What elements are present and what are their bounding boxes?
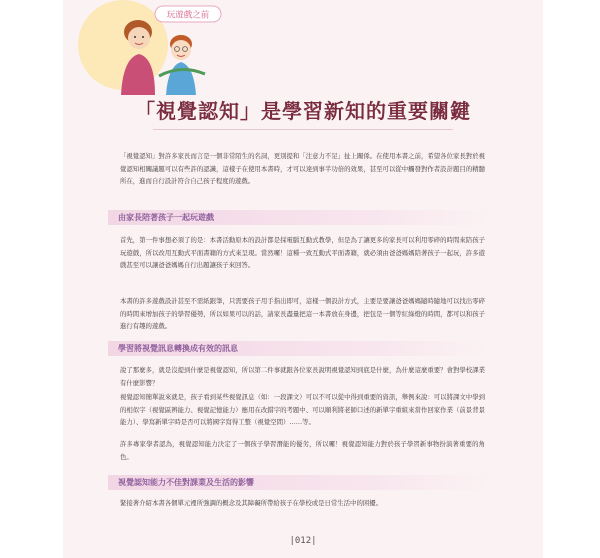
title-underline xyxy=(153,129,453,130)
section-heading-1: 由家長陪著孩子一起玩遊戲 xyxy=(108,210,488,225)
sun-circle xyxy=(78,0,168,90)
book-page xyxy=(63,0,543,558)
section-heading-2: 學習將視覺訊息轉換成有效的訊息 xyxy=(108,341,488,356)
section2-paragraph-2: 視覺認知簡單說來就是，孩子看到某些視覺訊息（如：一段課文）可以不可以從中得到重要的資訊，舉例來說：可以將課文中學到的相似字（視覺區辨能力、視覺記憶能力）應用在改錯字的考題中、可以順利將老師口述的新單字重組來當作回家作業（前景背景能力）、學寫新單字時是否可以將國字寫得工整（視覺空間）……等。 xyxy=(120,393,485,427)
grandma-face xyxy=(128,27,150,49)
section2-paragraph-1: 說了那麼多，就是沒提到什麼是視覺認知，所以第二件事就跟各位家長說明視覺認知到底是什麼，為什麼這麼重要？會對學校課業有什麼影響？ xyxy=(120,366,485,387)
section-heading-3: 視覺認知能力不佳對課業及生活的影響 xyxy=(108,475,488,490)
intro-paragraph: 「視覺認知」對許多家長而言是一個非常陌生的名詞，更別提和「注意力不足」扯上關係。在使用本書之前，希望各位家長對於視覺認知相關議題可以有些許的認識，這樣子在使用本書時，才可以達到事半功倍的效果，甚至可以從中觸發對作者設計題目的精髓所在，進而自行設計符合自己孩子程度的遊戲。 xyxy=(120,152,485,186)
child-shirt xyxy=(166,62,196,95)
badge-text: 玩遊戲之前 xyxy=(166,10,210,21)
section1-paragraph-2: 本書的許多遊戲設計甚至不需紙跟筆，只需要孩子用手指出即可，這樣一個設計方式，主要是要讓爸爸媽媽隨時隨地可以找出零碎的時間來增加孩子的學習優勢，所以如果可以的話，請家長盡量把這一本書放在身邊，把包是一個等紅綠燈的時間，都可以和孩子進行有趣的遊戲。 xyxy=(120,297,485,331)
page-title: 「視覺認知」是學習新知的重要關鍵 xyxy=(135,99,471,123)
section3-paragraph-1: 緊接著介紹本書各個單元裡所強調的概念及其障礙所帶給孩子在學校或是日常生活中的困擾。 xyxy=(120,499,383,507)
header-illustration xyxy=(63,0,223,95)
section2-paragraph-3: 許多專家學者認為，視覺認知能力決定了一個孩子學習潛能的優劣，所以囉！視覺認知能力對於孩子學習新事物扮演著重要的角色。 xyxy=(120,440,485,461)
page-number: |012| xyxy=(289,536,317,546)
section1-paragraph-1: 首先，第一件事想必須了的是：本書活動原本的設計都是採電腦互動式教學，但是為了讓更多的家長可以利用零碎的時間來陪孩子玩遊戲，所以改用互動式平面書籍的方式來呈現。當然囉！這種一致互動式平面書籍，就必須由爸爸媽媽陪著孩子一起玩，許多遊戲甚至可以讓爸爸媽媽自行出題讓孩子來回答。 xyxy=(120,236,485,270)
